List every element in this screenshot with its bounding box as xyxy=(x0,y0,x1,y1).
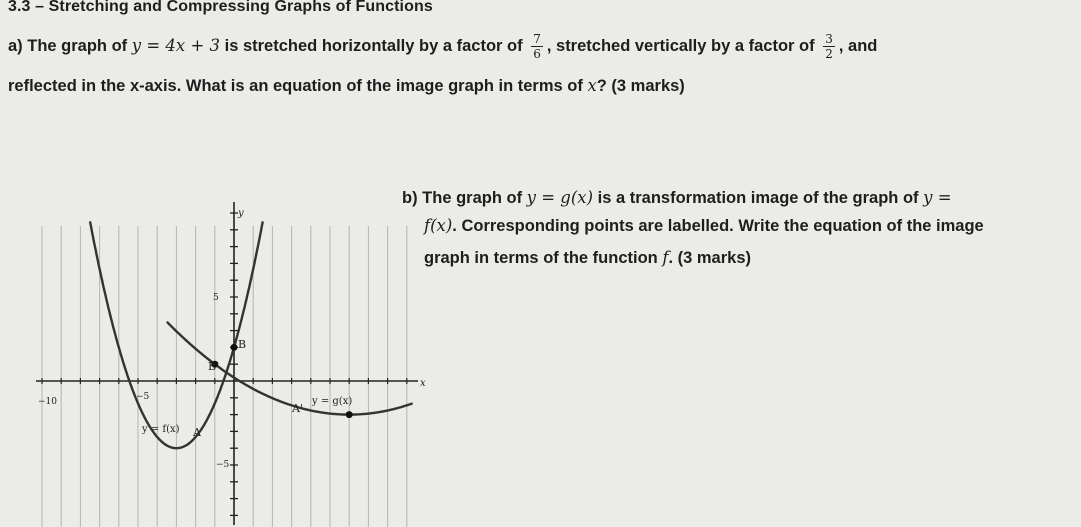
part-a-label: a) The graph of xyxy=(8,36,128,55)
curve-g xyxy=(167,322,413,415)
part-b-text-1: is a transformation image of the graph of xyxy=(597,189,919,207)
part-a-marks: ? (3 marks) xyxy=(596,77,685,95)
part-b-equation-g: y = g(x) xyxy=(526,188,594,207)
part-b-line-3 xyxy=(424,248,751,268)
fraction-numerator: 3 xyxy=(825,32,833,46)
part-a-text-3: , and xyxy=(838,36,878,55)
part-b-text-2: . Corresponding points are labelled. Write the equation of the image xyxy=(452,217,984,235)
y-axis-label: y xyxy=(238,208,244,219)
point-a-prime xyxy=(346,411,353,418)
point-label-b: B xyxy=(238,338,247,351)
section-title: 3.3 – Stretching and Compressing Graphs of Functions xyxy=(8,0,433,15)
x-axis-label: x xyxy=(420,378,426,389)
part-b-line-1 xyxy=(402,188,952,208)
point-label-a: A xyxy=(193,426,201,439)
part-b-line-2 xyxy=(424,216,984,236)
part-a-text-1: is stretched horizontally by a factor of xyxy=(224,36,523,55)
fraction-numerator: 7 xyxy=(533,32,541,46)
fraction-horizontal xyxy=(531,32,543,61)
part-b-function-name: f xyxy=(662,248,669,267)
curve-label-f: y = f(x) xyxy=(142,424,180,435)
tick-label-y-neg5: −5 xyxy=(216,460,230,470)
fraction-denominator: 2 xyxy=(825,47,833,61)
point-label-a-prime: A' xyxy=(292,402,303,415)
part-a-variable: x xyxy=(587,76,597,95)
tick-label-x-neg5: −5 xyxy=(136,392,150,402)
fraction-vertical xyxy=(823,32,835,61)
part-a-line-2 xyxy=(8,76,685,96)
tick-label-x-neg10: −10 xyxy=(38,397,57,407)
part-a-question: reflected in the x-axis. What is an equation of the image graph in terms of xyxy=(8,77,583,95)
part-b-marks: . (3 marks) xyxy=(668,249,751,267)
fraction-denominator: 6 xyxy=(533,47,541,61)
point-b xyxy=(231,344,238,351)
transformation-graph xyxy=(0,196,430,527)
part-a-line-1 xyxy=(8,32,877,61)
part-a-text-2: , stretched vertically by a factor of xyxy=(546,36,815,55)
part-b-label: b) The graph of xyxy=(402,189,523,207)
part-b-equation-y: y = xyxy=(923,188,952,207)
part-b-text-3: graph in terms of the function xyxy=(424,249,658,267)
part-b-equation-f: f(x) xyxy=(424,216,453,235)
point-label-b-prime: B' xyxy=(208,360,220,373)
part-a-equation: y = 4x + 3 xyxy=(131,35,221,55)
tick-label-y-5: 5 xyxy=(213,293,219,303)
curve-label-g: y = g(x) xyxy=(312,396,353,407)
